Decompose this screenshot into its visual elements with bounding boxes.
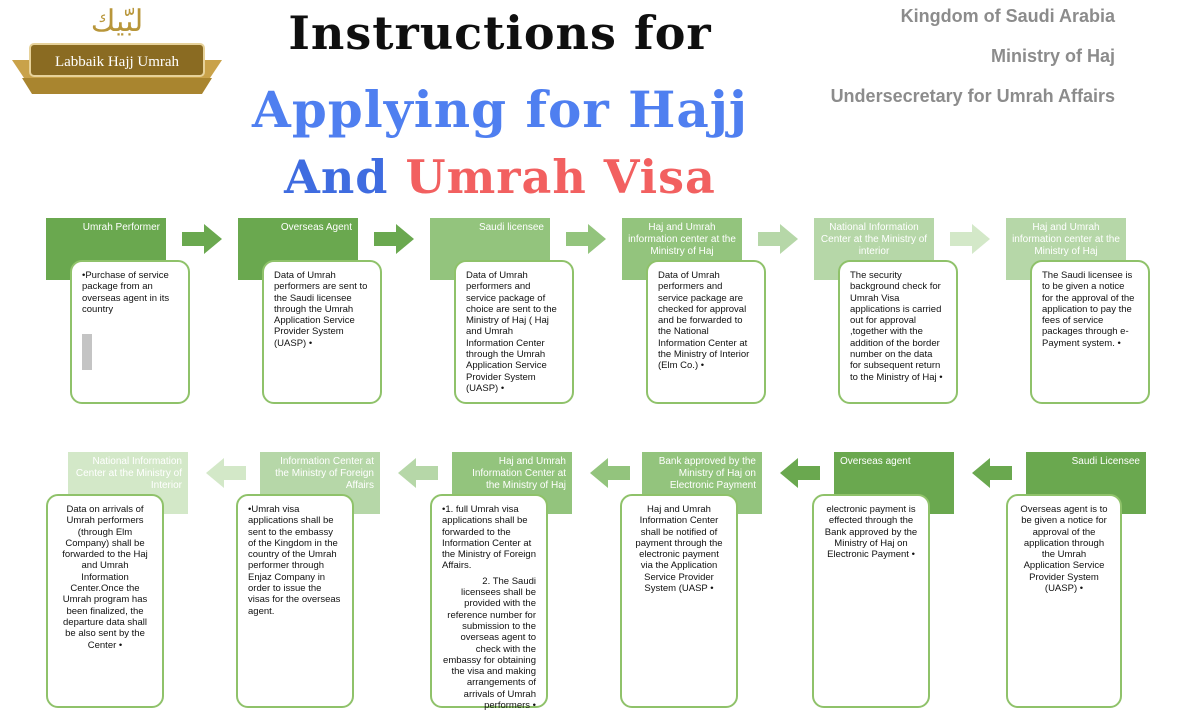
step-1-card (70, 260, 190, 404)
step-9-text: Haj and Umrah Information Center shall be notified of payment through the electronic payment via the Application Service Provider System (UASP • (635, 504, 723, 595)
step-6-card (1030, 260, 1150, 404)
step-1-head: Umrah Performer (46, 218, 166, 280)
step-5-card (838, 260, 958, 404)
step-5-head: National Information Center at the Ministry of interior (814, 218, 934, 280)
step-10-text-2: 2. The Saudi licensees shall be provided with the reference number for submission to the overseas agent to check with the embassy for obtaining the visa and making arrangements of arrivals of Umrah performers • (443, 575, 536, 712)
arrow-left-2 (780, 458, 820, 488)
title-line-1: Instructions for (288, 6, 712, 60)
step-12-text: Data on arrivals of Umrah performers (through Elm Company) shall be forwarded to the Haj and Umrah Information Center.Once the Umrah program has been finalized, the departure data shall be also sent by the Center • (62, 504, 148, 651)
title-line-3 (220, 150, 780, 204)
step-4-card (646, 260, 766, 404)
step-9-card (620, 494, 738, 708)
step-8-card (812, 494, 930, 708)
step-1-text: •Purchase of service package from an overseas agent in its country (82, 270, 170, 315)
step-6-head: Haj and Umrah information center at the Ministry of Haj (1006, 218, 1126, 280)
step-4-head: Haj and Umrah information center at the Ministry of Haj (622, 218, 742, 280)
ministry-undersecretary: Undersecretary for Umrah Affairs (830, 86, 1115, 106)
arrow-right-2 (374, 224, 414, 254)
arrow-left-5 (206, 458, 246, 488)
step-2-text: Data of Umrah performers are sent to the Saudi licensee through the Umrah Application Service Provider System (UASP) • (274, 270, 368, 349)
ministry-name: Ministry of Haj (990, 46, 1115, 66)
ministry-country: Kingdom of Saudi Arabia (900, 6, 1115, 26)
step-5-text: The security background check for Umrah Visa applications is carried out for approval ,together with the addition of the border number on the data for subsequent return to the Ministry of Haj • (850, 270, 943, 383)
step-3-head: Saudi licensee (430, 218, 550, 280)
title-and: And (284, 150, 389, 204)
step-7-head: Saudi Licensee (1026, 452, 1146, 514)
arrow-right-1 (182, 224, 222, 254)
step-8-head: Overseas agent (834, 452, 954, 514)
step-11-card (236, 494, 354, 708)
step-12-card (46, 494, 164, 708)
step-3-text: Data of Umrah performers and service package of choice are sent to the Ministry of Haj ( Haj and Umrah Information Center through the Umrah Application Service Provider System (UASP) • (466, 270, 557, 394)
logo-text: Labbaik Hajj Umrah (54, 54, 180, 70)
logo-arabic-text: لبّيك (90, 4, 144, 39)
arrow-right-3 (566, 224, 606, 254)
step-12-head: National Information Center at the Ministry of Interior (68, 452, 188, 514)
arrow-left-1 (972, 458, 1012, 488)
step-10-text-1: •1. full Umrah visa applications shall be forwarded to the Information Center at the Ministry of Foreign Affairs. (442, 504, 536, 572)
arrow-left-3 (590, 458, 630, 488)
arrow-right-5 (950, 224, 990, 254)
step-11-head: Information Center at the Ministry of Foreign Affairs (260, 452, 380, 514)
step-3-card (454, 260, 574, 404)
step-8-text: electronic payment is effected through the Bank approved by the Ministry of Haj on Electronic Payment • (824, 504, 918, 561)
step-7-card (1006, 494, 1122, 708)
step-9-head: Bank approved by the Ministry of Haj on Electronic Payment (642, 452, 762, 514)
step-1-scroll-indicator (82, 334, 92, 370)
logo (12, 4, 222, 96)
step-7-text: Overseas agent is to be given a notice for approval of the application through the Umrah Application Service Provider System (UASP) • (1020, 504, 1108, 595)
step-11-text: •Umrah visa applications shall be sent to the embassy of the Kingdom in the country of the Umrah performer through Enjaz Company in order to issue the visas for the overseas agent. (248, 504, 341, 617)
step-10-card (430, 494, 548, 712)
step-10-head: Haj and Umrah Information Center at the Ministry of Haj (452, 452, 572, 514)
step-6-text: The Saudi licensee is to be given a notice for the approval of the application to pay the fees of service packages through e-Payment system. • (1042, 270, 1135, 349)
arrow-right-4 (758, 224, 798, 254)
step-4-text: Data of Umrah performers and service package are checked for approval and be forwarded to the National Information Center at the Ministry of Interior (Elm Co.) • (658, 270, 750, 372)
title-line-2: Applying for Hajj (252, 80, 748, 139)
step-2-head: Overseas Agent (238, 218, 358, 280)
title-umrah-visa: Umrah Visa (405, 150, 716, 204)
step-2-card (262, 260, 382, 404)
arrow-left-4 (398, 458, 438, 488)
